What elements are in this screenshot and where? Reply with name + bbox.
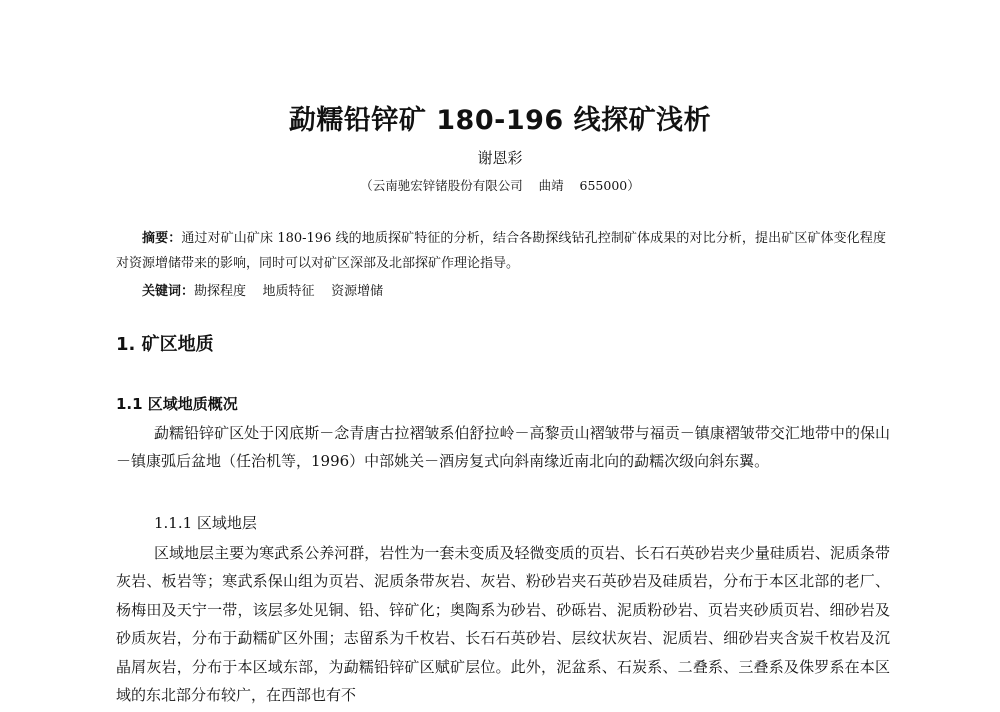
abstract-label: 摘要：: [142, 231, 182, 246]
keywords-label: 关键词：: [142, 284, 195, 299]
abstract: [116, 226, 886, 276]
body-paragraph-1-1: 勐糯铅锌矿区处于冈底斯－念青唐古拉褶皱系伯舒拉岭－高黎贡山褶皱带与福贡－镇康褶皱带交汇地带中的保山－镇康弧后盆地（任治机等，1996）中部姚关－酒房复式向斜南缘近南北向的勐糯次级向斜东翼。: [116, 424, 890, 471]
body-paragraph-1-1-1: 区域地层主要为寒武系公养河群，岩性为一套未变质及轻微变质的页岩、长石石英砂岩夹少量硅质岩、泥质条带灰岩、板岩等；寒武系保山组为页岩、泥质条带灰岩、灰岩、粉砂岩夹石英砂岩及硅质岩，分布于本区北部的老厂、杨梅田及天宁一带，该层多处见铜、铅、锌矿化；奥陶系为砂岩、砂砾岩、泥质粉砂岩、页岩夹砂质页岩、细砂岩及砂质灰岩，分布于勐糯矿区外围；志留系为千枚岩、长石石英砂岩、层纹状灰岩、泥质岩、细砂岩夹含炭千枚岩及沉晶屑灰岩，分布于本区域东部，为勐糯铅锌矿区赋矿层位。此外，泥盆系、石炭系、二叠系、三叠系及侏罗系在本区域的东北部分布较广，在西部也有不: [116, 544, 890, 705]
section-heading-1-1-1: 1.1.1 区域地层: [154, 514, 257, 532]
abstract-text: 通过对矿山矿床 180-196 线的地质探矿特征的分析，结合各勘探线钻孔控制矿体成果的对比分析，提出矿区矿体变化程度对资源增储带来的影响，同时可以对矿区深部及北部探矿作理论指导。: [116, 231, 886, 271]
author-name: 谢恩彩: [477, 149, 523, 167]
section-heading-1-1: 1.1 区域地质概况: [116, 395, 238, 413]
section-heading-1: 1. 矿区地质: [116, 334, 214, 355]
keywords: [142, 280, 383, 299]
author-affiliation: （云南驰宏锌锗股份有限公司 曲靖 655000）: [360, 178, 640, 193]
keywords-text: 勘探程度 地质特征 资源增储: [194, 284, 384, 299]
paper-title: 勐糯铅锌矿 180-196 线探矿浅析: [288, 105, 712, 136]
